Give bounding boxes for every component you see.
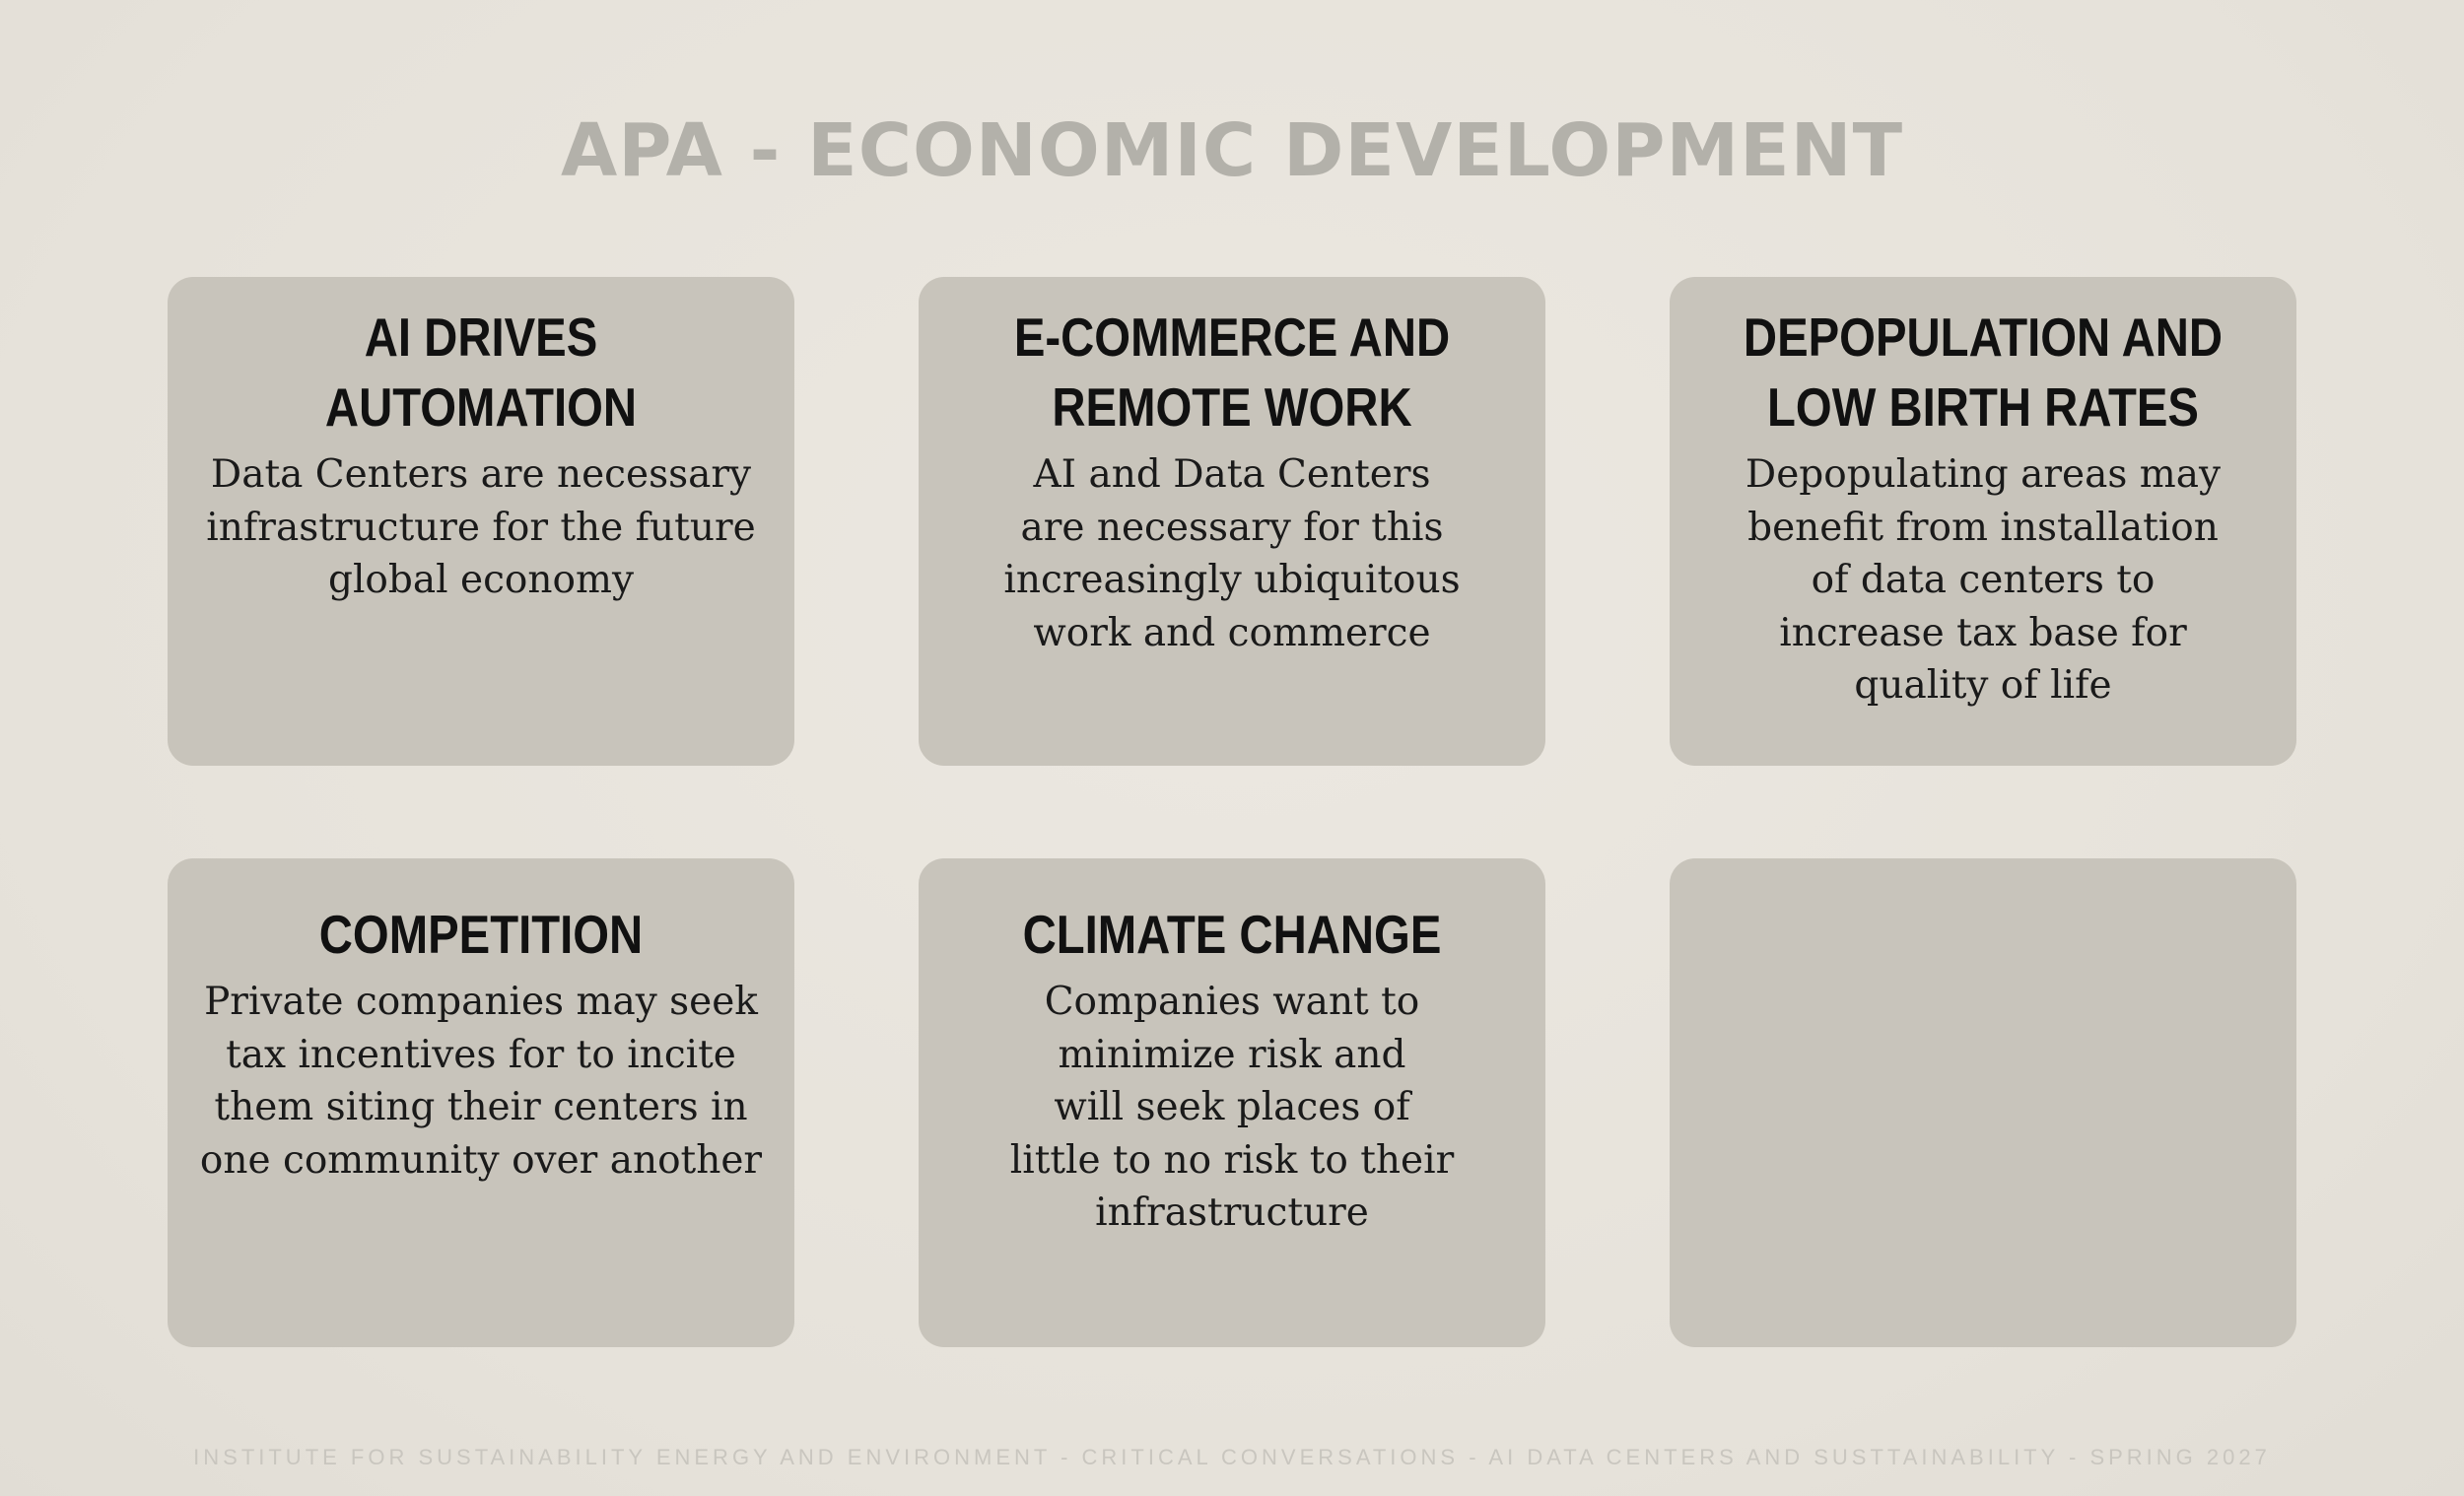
slide-title: APA - ECONOMIC DEVELOPMENT (560, 108, 1904, 193)
card-body: Data Centers are necessary infrastructure for the future global economy (206, 452, 756, 602)
card-title: E-COMMERCE AND REMOTE WORK (1013, 306, 1451, 438)
card-body: AI and Data Centers are necessary for this increasingly ubiquitous work and commerce (1003, 452, 1461, 655)
card-title: DEPOPULATION AND LOW BIRTH RATES (1743, 306, 2224, 438)
card-empty (1670, 858, 2296, 1347)
card-title: AI DRIVES AUTOMATION (324, 306, 638, 438)
card-body: Companies want to minimize risk and will seek places of little to no risk to their infrastructure (1009, 980, 1455, 1235)
card-climate-change (919, 858, 1545, 1347)
card-depopulation-low-birth-rates (1670, 277, 2296, 766)
card-body: Depopulating areas may benefit from installation of data centers to increase tax base for quality of life (1745, 452, 2222, 708)
slide-footer: INSTITUTE FOR SUSTAINABILITY ENERGY AND ENVIRONMENT - CRITICAL CONVERSATIONS - AI DATA CENTERS AND SUSTTAINABILITY - SPRING 2027 (193, 1445, 2271, 1469)
card-ai-drives-automation (168, 277, 794, 766)
card-title: CLIMATE CHANGE (1022, 904, 1442, 965)
card-body: Private companies may seek tax incentives for to incite them siting their centers in one community over another (199, 980, 763, 1183)
card-title: COMPETITION (318, 904, 644, 965)
card-competition (168, 858, 794, 1347)
card-e-commerce-remote-work (919, 277, 1545, 766)
